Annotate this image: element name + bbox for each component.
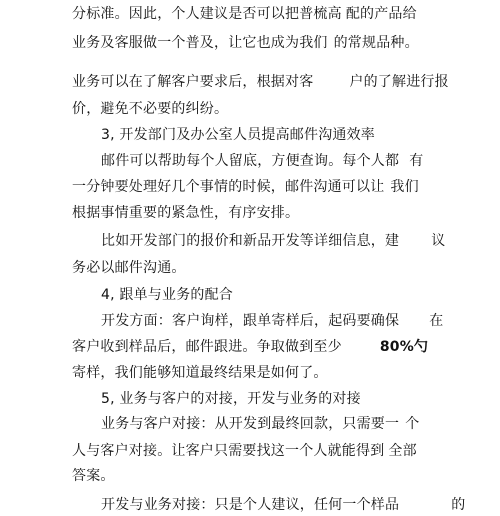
text-segment: 寄样，我们能够知道最终结果是如何了。: [72, 365, 328, 381]
text-segment: 开发与业务对接：只是个人建议，任何一个样品: [101, 497, 400, 513]
section-heading-3: [101, 126, 375, 144]
text-segment: 户的了解进行报: [349, 74, 449, 90]
text-line-16: [101, 415, 419, 433]
text-segment: 的常规品种。: [333, 35, 419, 51]
section-heading-5: [101, 390, 361, 408]
text-line-14: [72, 364, 328, 382]
text-segment: 80%勺: [379, 339, 429, 355]
text-segment: 业务可以在了解客户要求后，根据对客: [72, 74, 314, 90]
text-line-1: [72, 5, 417, 23]
text-segment: 的: [451, 497, 466, 513]
text-line-12: [101, 312, 443, 330]
text-line-4: [72, 100, 228, 118]
text-segment: 邮件可以帮助每个人留底，方便查询。每个人都: [101, 153, 400, 169]
text-segment: 客户收到样品后，邮件跟进。争取做到至少: [72, 339, 342, 355]
text-segment: 3, 开发部门及办公室人员提高邮件沟通效率: [101, 127, 376, 143]
text-segment: 我们: [390, 179, 419, 195]
text-segment: 全部: [388, 443, 417, 459]
text-segment: 答案。: [72, 468, 115, 484]
text-segment: 人与客户对接。让客户只需要找这一个人就能得到: [72, 443, 385, 459]
text-segment: 分标准。因此，个人建议是否可以把普梳高: [72, 6, 342, 22]
text-line-9: [101, 232, 445, 250]
text-segment: 开发方面：客户询样，跟单寄样后，起码要确保: [101, 313, 400, 329]
text-line-3: [72, 73, 449, 91]
text-segment: 有: [409, 153, 424, 169]
text-segment: 比如开发部门的报价和新品开发等详细信息，建: [101, 233, 400, 249]
text-segment: 业务与客户对接：从开发到最终回款，只需要一: [101, 416, 400, 432]
text-segment: 在: [429, 313, 444, 329]
text-segment: 务必以邮件沟通。: [72, 260, 186, 276]
text-segment: 价，避免不必要的纠纷。: [72, 101, 229, 117]
text-segment: 5, 业务与客户的对接，开发与业务的对接: [101, 391, 361, 407]
text-segment: 配的产品给: [345, 6, 417, 22]
text-segment: 根据事情重要的紧急性，有序安排。: [72, 205, 300, 221]
text-segment: 4, 跟单与业务的配合: [101, 287, 234, 303]
text-segment: 个: [405, 416, 420, 432]
section-heading-4: [101, 286, 233, 304]
text-line-7: [72, 178, 419, 196]
text-line-8: [72, 204, 299, 222]
text-segment: 议: [431, 233, 446, 249]
text-line-6: [101, 152, 423, 170]
text-line-10: [72, 259, 186, 277]
text-line-18: [72, 467, 115, 485]
text-segment: 一分钟要处理好几个事情的时候，邮件沟通可以让: [72, 179, 385, 195]
text-line-19: [101, 496, 465, 514]
text-line-13: [72, 338, 428, 356]
text-line-17: [72, 442, 417, 460]
text-line-2: [72, 34, 419, 52]
text-segment: 业务及客服做一个普及，让它也成为我们: [72, 35, 328, 51]
